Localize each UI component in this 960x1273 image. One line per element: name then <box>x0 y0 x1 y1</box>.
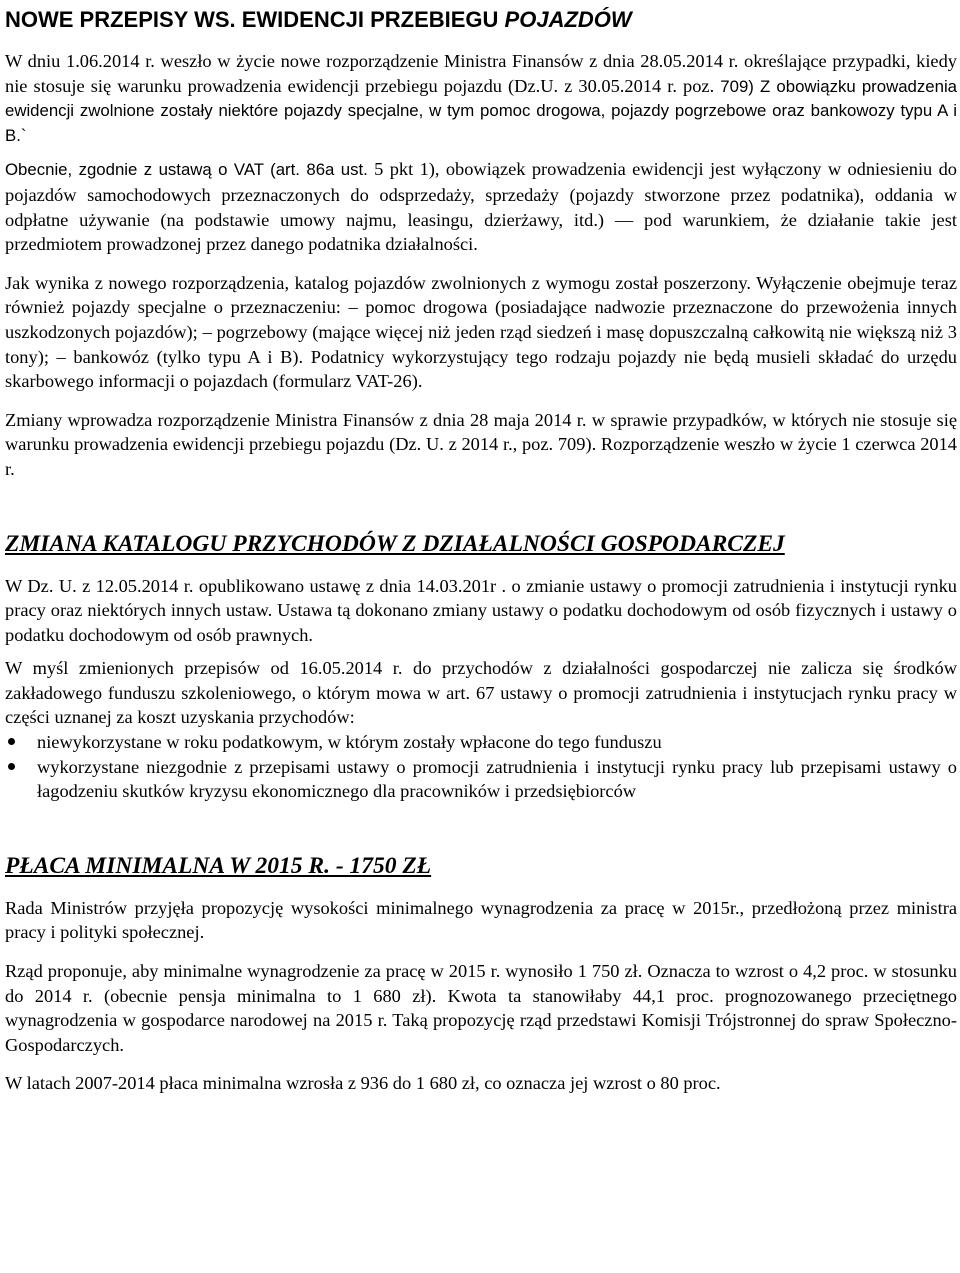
paragraph-regulation-source: Zmiany wprowadza rozporządzenie Ministra Finansów z dnia 28 maja 2014 r. w sprawie przypadków, w których nie stosuje się warunku prowadzenia ewidencji przebiegu pojazdu (Dz. U. z 2014 r., poz. 709). Rozporządzenie weszło w życie 1 czerwca 2014 r. <box>5 409 957 479</box>
paragraph-sans-run: 709) Z obowiązku prowadzenia ewidencji zwolnione zostały niektóre pojazdy specjalne, w tym pomoc drogowa, pojazdy pogrzebowe oraz bankowozy typu A i B.` <box>5 76 958 145</box>
paragraph-wage-history: W latach 2007-2014 płaca minimalna wzrosła z 936 do 1 680 zł, co oznacza jej wzrost o 80 proc. <box>5 1073 721 1094</box>
paragraph-regulation-intro <box>5 49 957 148</box>
bullet-icon <box>8 738 15 745</box>
heading-business-income-catalog: ZMIANA KATALOGU PRZYCHODÓW Z DZIAŁALNOŚCI GOSPODARCZEJ <box>5 530 785 557</box>
list-item-text: niewykorzystane w roku podatkowym, w którym zostały wpłacone do tego funduszu <box>37 732 662 753</box>
paragraph-sans-run: Obecnie, zgodnie z ustawą o VAT (art. 86a ust. <box>5 160 368 180</box>
heading-vehicle-mileage-records <box>5 6 957 33</box>
document-page <box>5 6 957 1096</box>
paragraph-serif-run: 5 pkt 1), obowiązek prowadzenia ewidencji jest wyłączony w odniesieniu do pojazdów samochodowych przeznaczonych do odsprzedaży, sprzedaży (pojazdy stworzone przez podatnika), oddania w odpłatne używanie (na podstawie umowy najmu, leasingu, dzierżawy, itd.) — pod warunkiem, że działanie takie jest przedmiotem prowadzonej przez danego podatnika działalności. <box>5 159 957 255</box>
paragraph-wage-amount: Rząd proponuje, aby minimalne wynagrodzenie za pracę w 2015 r. wynosiło 1 750 zł. Oznacza to wzrost o 4,2 proc. w stosunku do 2014 r. (obecnie pensja minimalna to 1 680 zł). Kwota ta stanowiłaby 44,1 proc. prognozowanego przeciętnego wynagrodzenia w gospodarce narodowej na 2015 r. Taką propozycję rząd przedstawi Komisji Trójstronnej do spraw Społeczno-Gospodarczych. <box>5 961 957 1055</box>
bullet-icon <box>8 763 15 770</box>
paragraph-vat-exemption <box>5 157 957 256</box>
list-item <box>5 730 957 755</box>
paragraph-council-proposal: Rada Ministrów przyjęła propozycję wysokości minimalnego wynagrodzenia za pracę w 2015r., przedłożoną przez ministra pracy i polityki społecznej. <box>5 897 957 943</box>
heading-italic-part: POJAZDÓW <box>504 7 632 32</box>
heading-plain-part: NOWE PRZEPISY WS. EWIDENCJI PRZEBIEGU <box>5 7 505 32</box>
heading-minimum-wage: PŁACA MINIMALNA W 2015 R. - 1750 ZŁ <box>5 852 432 879</box>
paragraph-act-publication: W Dz. U. z 12.05.2014 r. opublikowano ustawę z dnia 14.03.201r . o zmianie ustawy o promocji zatrudnienia i instytucji rynku pracy oraz niektórych innych ustaw. Ustawa tą dokonano zmiany ustawy o podatku dochodowym od osób fizycznych i ustawy o podatku dochodowym od osób prawnych. <box>5 575 957 645</box>
paragraph-training-fund: W myśl zmienionych przepisów od 16.05.2014 r. do przychodów z działalności gospodarczej nie zalicza się środków zakładowego funduszu szkoleniowego, o którym mowa w art. 67 ustawy o promocji zatrudnienia i instytucjach rynku pracy w części uznanej za koszt uzyskania przychodów: <box>5 658 957 728</box>
list-item-text: wykorzystane niezgodnie z przepisami ustawy o promocji zatrudnienia i instytucji rynku pracy lub przepisami ustawy o łagodzeniu skutków kryzysu ekonomicznego dla pracowników i przedsiębiorców <box>37 756 957 802</box>
paragraph-extended-catalog: Jak wynika z nowego rozporządzenia, katalog pojazdów zwolnionych z wymogu został poszerzony. Wyłączenie obejmuje teraz również pojazdy specjalne o przeznaczeniu: – pomoc drogowa (posiadające nadwozie przeznaczone do przewożenia innych uszkodzonych pojazdów); – pogrzebowy (mające więcej niż jeden rząd siedzeń i masę dopuszczalną całkowitą nie większą niż 3 tony); – bankowóz (tylko typu A i B). Podatnicy wykorzystujący tego rodzaju pojazdy nie będą musieli składać do urzędu skarbowego informacji o pojazdach (formularz VAT-26). <box>5 272 957 392</box>
list-item <box>5 755 957 804</box>
bullet-list <box>5 730 957 804</box>
paragraph-serif-run: W dniu 1.06.2014 r. weszło w życie nowe rozporządzenie Ministra Finansów z dnia 28.05.2014 r. określające przypadki, kiedy nie stosuje się warunku prowadzenia ewidencji przebiegu pojazdu (Dz.U. z 30.05.2014 r. poz. <box>5 51 957 96</box>
